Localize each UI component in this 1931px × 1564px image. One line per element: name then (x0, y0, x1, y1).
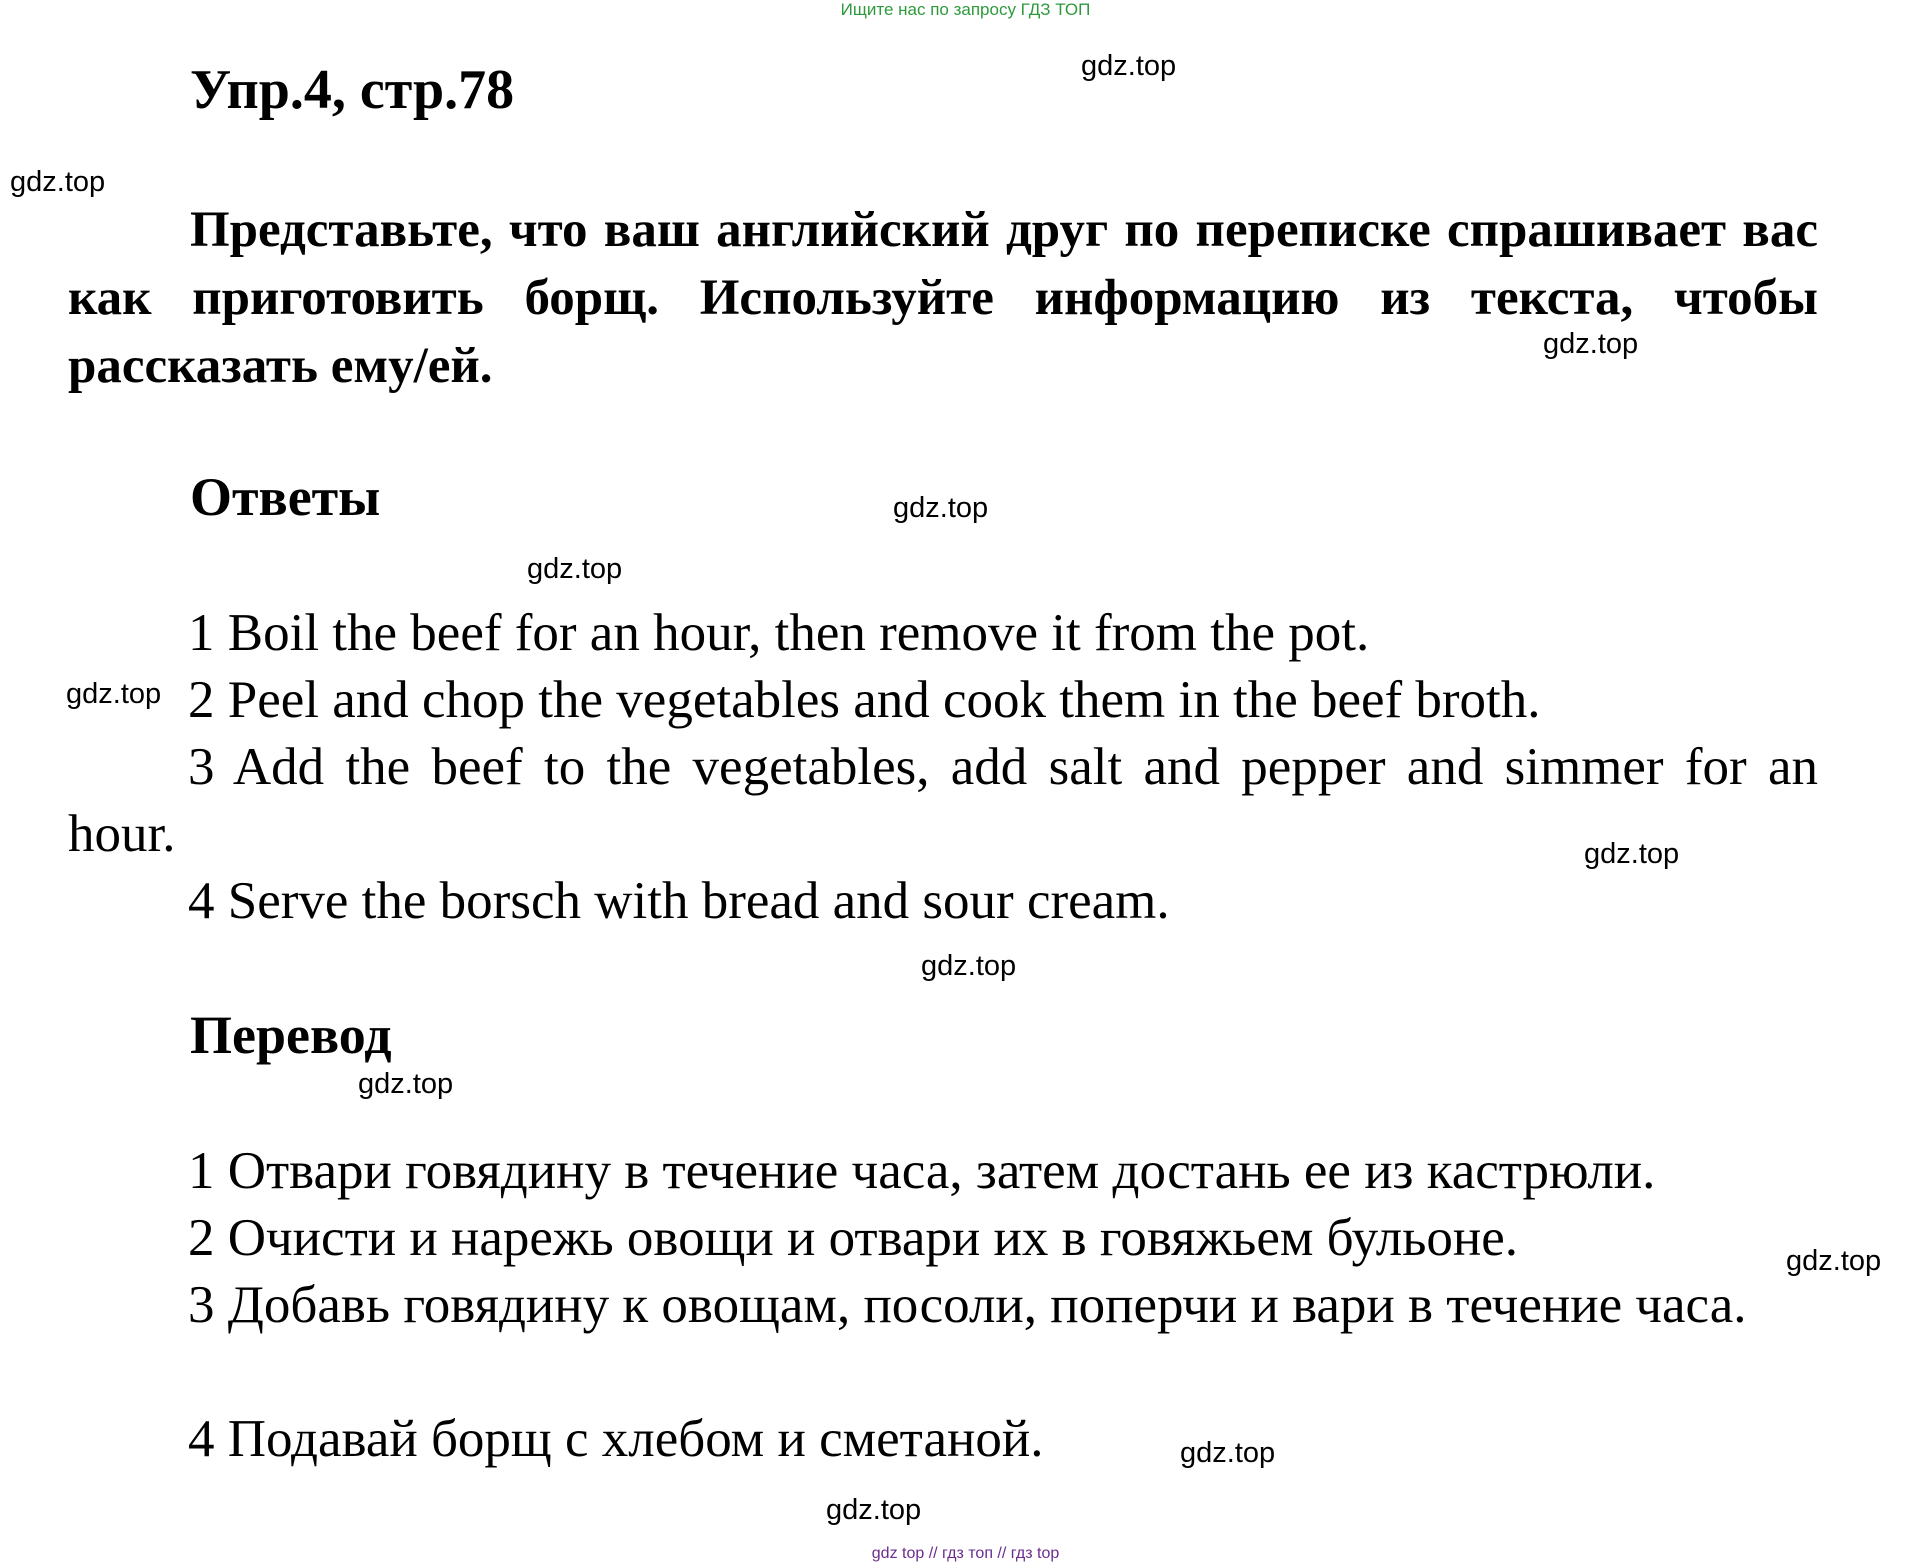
answer-item-4: 4 Serve the borsch with bread and sour cream. (188, 872, 1170, 930)
watermark: gdz.top (10, 166, 106, 198)
translation-item-2: 2 Очисти и нарежь овощи и отвари их в говяжьем бульоне. (188, 1209, 1519, 1267)
watermark: gdz.top (1584, 838, 1680, 870)
exercise-title: Упр.4, стр.78 (190, 59, 515, 121)
translation-heading: Перевод (190, 1005, 392, 1065)
bottom-banner: gdz top // гдз топ // гдз top (871, 1545, 1060, 1562)
watermark: gdz.top (527, 553, 623, 585)
answer-item-1: 1 Boil the beef for an hour, then remove it from the pot. (188, 604, 1370, 662)
watermark: gdz.top (893, 492, 989, 524)
watermark: gdz.top (1543, 328, 1639, 360)
task-statement: Представьте, что ваш английский друг по переписке спрашивает вас как приготовить борщ. Используйте информацию из текста, чтобы рассказать ему/ей. (68, 202, 1818, 394)
watermark: gdz.top (826, 1494, 922, 1526)
answer-item-2: 2 Peel and chop the vegetables and cook them in the beef broth. (188, 671, 1541, 729)
watermark: gdz.top (1081, 50, 1177, 82)
translation-item-1: 1 Отвари говядину в течение часа, затем достань ее из кастрюли. (188, 1142, 1656, 1200)
watermark: gdz.top (1786, 1245, 1882, 1277)
watermark: gdz.top (358, 1068, 454, 1100)
answers-heading: Ответы (190, 467, 381, 527)
watermark: gdz.top (66, 678, 162, 710)
watermark: gdz.top (1180, 1437, 1276, 1469)
top-banner: Ищите нас по запросу ГДЗ ТОП (840, 0, 1091, 19)
watermark: gdz.top (921, 950, 1017, 982)
translation-item-3: 3 Добавь говядину к овощам, посоли, поперчи и вари в течение часа. (188, 1276, 1747, 1334)
translation-item-4: 4 Подавай борщ с хлебом и сметаной. (188, 1410, 1044, 1468)
answer-item-3: 3 Add the beef to the vegetables, add salt and pepper and simmer for an hour. (68, 738, 1818, 863)
